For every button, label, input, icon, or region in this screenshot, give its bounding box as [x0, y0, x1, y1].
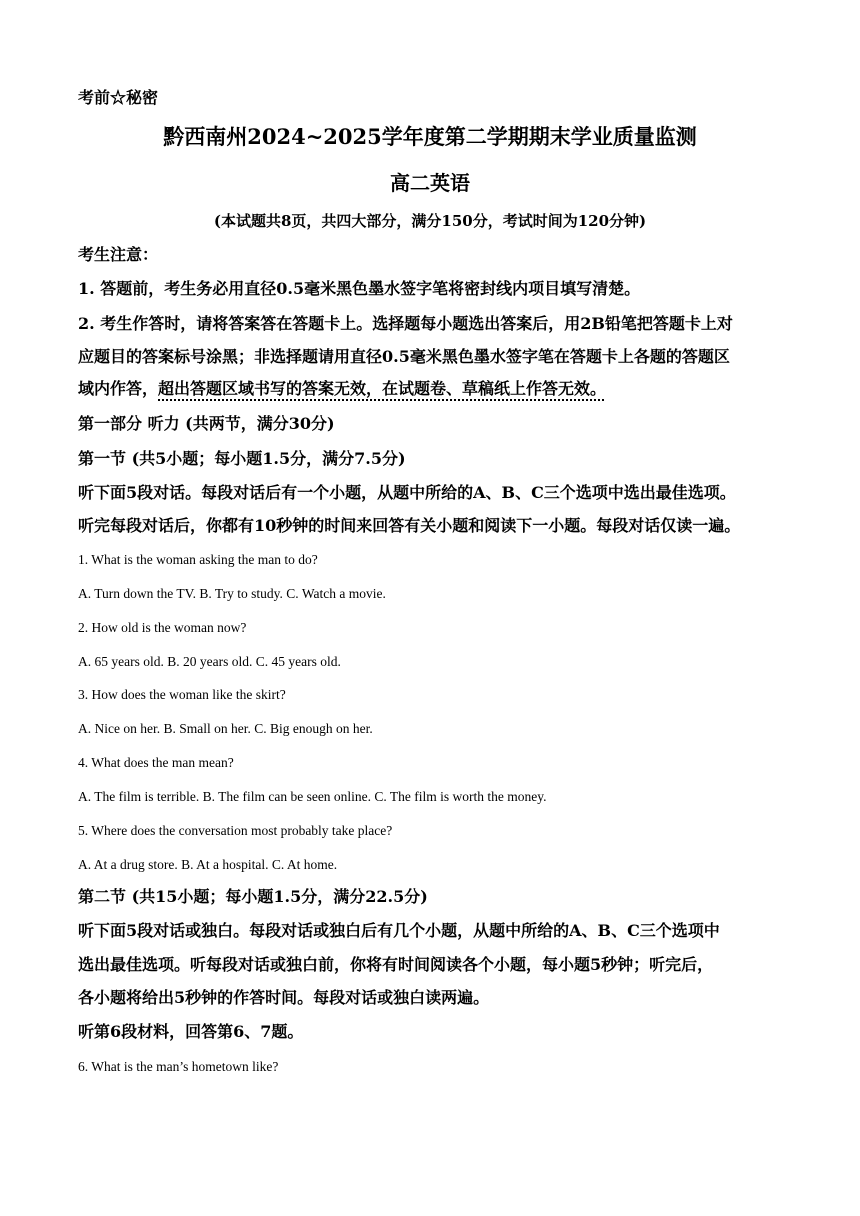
secret-mark: 考前☆秘密: [78, 88, 159, 107]
section2-instructions-line-1: 听下面5段对话或独白。每段对话或独白后有几个小题，从题中所给的A、B、C三个选项中: [78, 921, 720, 940]
question-1-options: A. Turn down the TV. B. Try to study. C. Watch a movie.: [78, 586, 386, 601]
question-5-options: A. At a drug store. B. At a hospital. C. At home.: [78, 857, 338, 872]
question-2: 2. How old is the woman now?: [78, 620, 247, 635]
question-4-options: A. The film is terrible. B. The film can be seen online. C. The film is worth the money.: [78, 789, 547, 804]
material-6-heading: 听第6段材料，回答第6、7题。: [78, 1022, 304, 1041]
section1-instructions-line-2: 听完每段对话后，你都有10秒钟的时间来回答有关小题和阅读下一小题。每段对话仅读一遍。: [78, 516, 741, 535]
question-2-options: A. 65 years old. B. 20 years old. C. 45 years old.: [78, 654, 341, 669]
notice-heading: 考生注意：: [78, 245, 159, 264]
notice-item-2-emphasis: 超出答题区域书写的答案无效，在试题卷、草稿纸上作答无效。: [158, 379, 607, 398]
exam-info: (本试题共8页，共四大部分，满分150分，考试时间为120分钟): [213, 212, 647, 230]
question-1: 1. What is the woman asking the man to do?: [78, 552, 318, 567]
exam-title: 黔西南州2024~2025学年度第二学期期末学业质量监测: [163, 124, 697, 149]
section2-heading: 第二节 (共15小题；每小题1.5分，满分22.5分): [78, 887, 428, 906]
section1-heading: 第一节 (共5小题；每小题1.5分，满分7.5分): [78, 449, 406, 468]
notice-item-2-plain: 域内作答，: [78, 379, 159, 398]
notice-item-2-line-2: 应题目的答案标号涂黑；非选择题请用直径0.5毫米黑色墨水签字笔在答题卡上各题的答题区: [78, 347, 730, 366]
question-6: 6. What is the man’s hometown like?: [78, 1059, 279, 1074]
section2-instructions-line-3: 各小题将给出5秒钟的作答时间。每段对话或独白读两遍。: [78, 988, 490, 1007]
section2-instructions-line-2: 选出最佳选项。听每段对话或独白前，你将有时间阅读各个小题，每小题5秒钟；听完后，: [78, 955, 714, 974]
notice-item-2-line-3: [78, 379, 606, 399]
subject-title: 高二英语: [390, 171, 470, 195]
part1-heading: 第一部分 听力 (共两节，满分30分): [78, 414, 335, 433]
question-4: 4. What does the man mean?: [78, 755, 234, 770]
question-5: 5. Where does the conversation most probably take place?: [78, 823, 393, 838]
question-3-options: A. Nice on her. B. Small on her. C. Big enough on her.: [78, 721, 373, 736]
notice-item-1: 1. 答题前，考生务必用直径0.5毫米黑色墨水签字笔将密封线内项目填写清楚。: [78, 279, 641, 298]
question-3: 3. How does the woman like the skirt?: [78, 687, 286, 702]
notice-item-2-line-1: 2. 考生作答时，请将答案答在答题卡上。选择题每小题选出答案后，用2B铅笔把答题卡上对: [78, 314, 733, 333]
section1-instructions-line-1: 听下面5段对话。每段对话后有一个小题，从题中所给的A、B、C三个选项中选出最佳选项。: [78, 483, 736, 502]
